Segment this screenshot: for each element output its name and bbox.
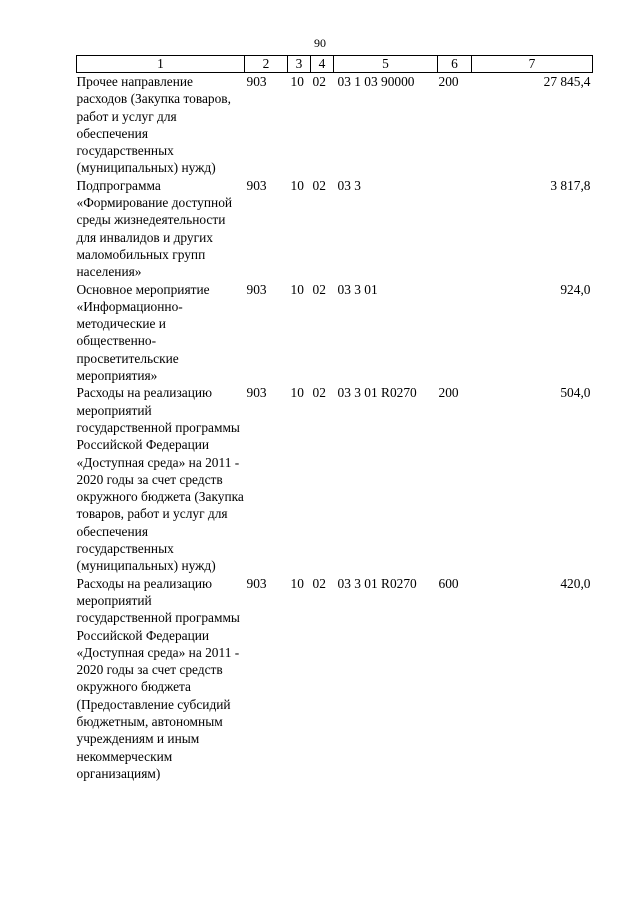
row-grbs: 903 (246, 177, 267, 193)
column-header: 7 (472, 56, 593, 73)
row-target-article: 03 3 01 R0270 (337, 385, 417, 401)
row-name: Подпрограмма «Формирование доступной среды жизнедеятельности для инвалидов и других маломобильных групп населения» (76, 177, 233, 280)
row-name: Расходы на реализацию мероприятий государственной программы Российской Федерации «Доступная среда» на 2011 - 2020 годы за счет средств окружного бюджета (Предоставление субсидий бюджетным, автономным учреждениям и иным некоммерческим организациям) (76, 575, 240, 781)
row-expense-type: 200 (438, 74, 459, 89)
table-row (77, 384, 593, 574)
page-number: 90 (314, 36, 326, 50)
row-subsection: 02 (312, 281, 326, 297)
row-sum: 3 817,8 (550, 177, 591, 193)
row-name: Основное мероприятие «Информационно-методические и общественно-просветительские мероприятия» (76, 281, 210, 384)
row-grbs: 903 (246, 74, 267, 89)
row-section: 10 (290, 74, 304, 89)
row-target-article: 03 3 01 R0270 (337, 575, 417, 591)
row-sum: 420,0 (560, 575, 591, 591)
budget-table (76, 55, 593, 782)
row-expense-type: 200 (438, 385, 459, 401)
row-expense-type (438, 177, 472, 281)
row-section: 10 (290, 385, 304, 401)
table-row (77, 281, 593, 385)
column-header: 5 (334, 56, 438, 73)
row-subsection: 02 (312, 177, 326, 193)
column-header: 6 (438, 56, 472, 73)
column-header: 2 (245, 56, 288, 73)
row-grbs: 903 (246, 385, 267, 401)
row-expense-type: 600 (438, 575, 459, 591)
table-row (77, 73, 593, 177)
row-target-article: 03 3 01 (337, 281, 378, 297)
row-subsection: 02 (312, 385, 326, 401)
row-section: 10 (290, 575, 304, 591)
column-header: 4 (311, 56, 334, 73)
row-name: Прочее направление расходов (Закупка товаров, работ и услуг для обеспечения государственных (муниципальных) нужд) (76, 74, 231, 176)
row-subsection: 02 (312, 74, 326, 89)
row-grbs: 903 (246, 281, 267, 297)
row-grbs: 903 (246, 575, 267, 591)
column-header: 1 (77, 56, 245, 73)
table-row (77, 575, 593, 783)
row-subsection: 02 (312, 575, 326, 591)
table-header-row (77, 56, 593, 73)
row-expense-type (438, 281, 472, 385)
row-sum: 504,0 (560, 385, 591, 401)
row-section: 10 (290, 281, 304, 297)
row-target-article: 03 1 03 90000 (337, 74, 415, 89)
row-name: Расходы на реализацию мероприятий государственной программы Российской Федерации «Доступная среда» на 2011 - 2020 годы за счет средств окружного бюджета (Закупка товаров, работ и услуг для обеспечения государственных (муниципальных) нужд) (76, 385, 244, 574)
row-target-article: 03 3 (337, 177, 361, 193)
table-row (77, 177, 593, 281)
row-sum: 27 845,4 (543, 74, 591, 89)
row-sum: 924,0 (560, 281, 591, 297)
row-section: 10 (290, 177, 304, 193)
column-header: 3 (288, 56, 311, 73)
